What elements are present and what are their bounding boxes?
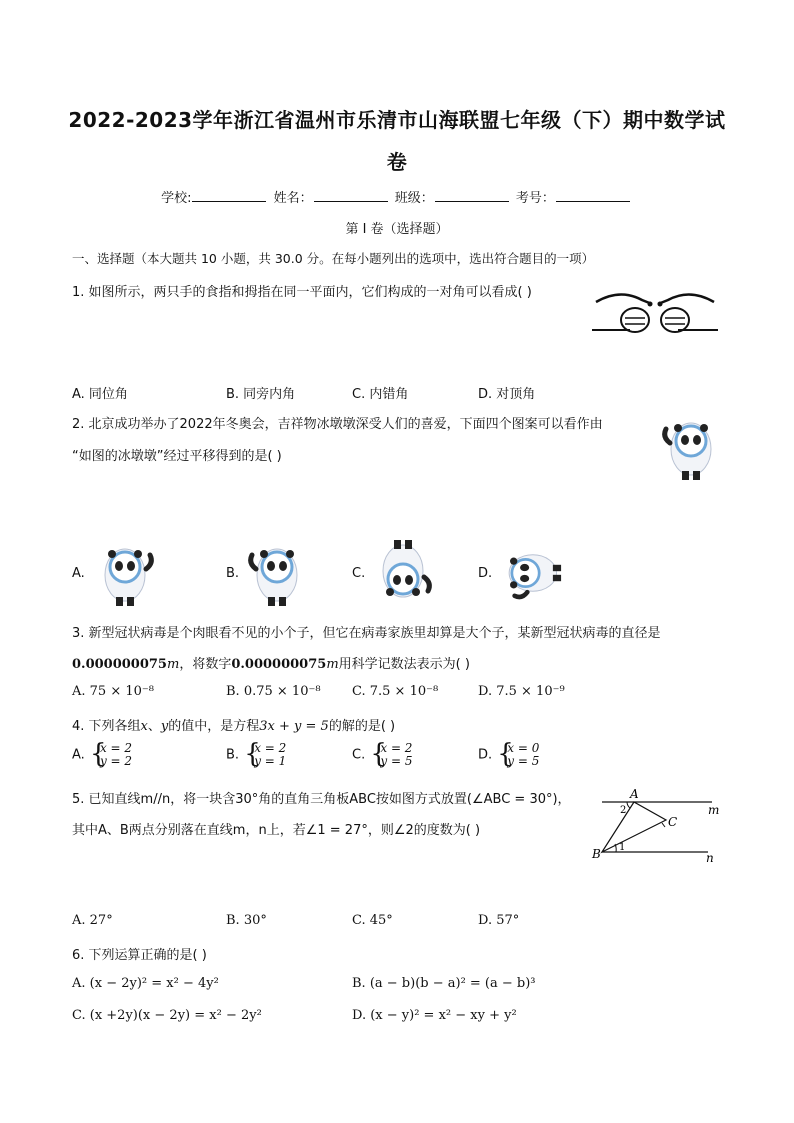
mascot-option-c[interactable] <box>370 539 436 607</box>
q1-option-a[interactable]: A. 同位角 <box>72 387 128 402</box>
q5-option-c[interactable]: C. 45° <box>352 913 393 928</box>
school-blank[interactable] <box>192 189 266 202</box>
question-5-line2: 其中A、B两点分别落在直线m，n上，若∠1 = 27°，则∠2的度数为( ) <box>72 823 481 838</box>
q6-option-d[interactable]: D. (x − y)² = x² − xy + y² <box>352 1008 517 1023</box>
q1-option-d[interactable]: D. 对顶角 <box>478 387 536 402</box>
name-blank[interactable] <box>314 189 388 202</box>
q2-option-a[interactable]: A. <box>72 566 85 581</box>
q6-option-c[interactable]: C. (x +2y)(x − 2y) = x² − 2y² <box>72 1008 262 1023</box>
q4-option-c[interactable]: C. { x = 2 y = 5 <box>352 742 412 768</box>
line-m-label: m <box>708 803 720 817</box>
mascot-option-a[interactable] <box>92 539 158 607</box>
question-2-line2: “如图的冰墩墩”经过平移得到的是( ) <box>72 449 282 464</box>
q4-option-a[interactable]: A. { x = 2 y = 2 <box>72 742 132 768</box>
q5-option-b[interactable]: B. 30° <box>226 913 267 928</box>
mascot-option-b[interactable] <box>244 539 310 607</box>
question-6: 6. 下列运算正确的是( ) <box>72 948 207 963</box>
q5-option-a[interactable]: A. 27° <box>72 913 113 928</box>
section-title: 第 I 卷（选择题） <box>345 222 449 237</box>
question-3-line2: 0.000000075m，将数字0.000000075m用科学记数法表示为( ) <box>72 657 470 672</box>
question-5-line1: 5. 已知直线m//n，将一块含30°角的直角三角板ABC按如图方式放置(∠ABC = 30°)， <box>72 792 571 807</box>
class-blank[interactable] <box>435 189 509 202</box>
question-4: 4. 下列各组x、y的值中，是方程3x + y = 5的解的是( ) <box>72 719 396 734</box>
q6-option-a[interactable]: A. (x − 2y)² = x² − 4y² <box>72 976 219 991</box>
q3-option-a[interactable]: A. 75 × 10⁻⁸ <box>72 684 154 699</box>
question-1: 1. 如图所示，两只手的食指和拇指在同一平面内，它们构成的一对角可以看成( ) <box>72 285 532 300</box>
student-info-line <box>0 187 794 206</box>
q3-option-d[interactable]: D. 7.5 × 10⁻⁹ <box>478 684 565 699</box>
q2-option-b[interactable]: B. <box>226 566 240 581</box>
q5-option-d[interactable]: D. 57° <box>478 913 520 928</box>
angle-2-label: 2 <box>620 805 627 816</box>
question-2-line1: 2. 北京成功举办了2022年冬奥会，吉祥物冰墩墩深受人们的喜爱，下面四个图案可以看作由 <box>72 417 603 432</box>
school-label: 学校: <box>161 191 192 206</box>
point-a-label: A <box>630 787 639 801</box>
line-n-label: n <box>706 851 714 864</box>
hands-figure <box>590 280 720 340</box>
question-3-line1: 3. 新型冠状病毒是个肉眼看不见的小个子，但它在病毒家族里却算是大个子，某新型冠状病毒的直径是 <box>72 626 661 641</box>
mascot-reference-image <box>660 413 722 481</box>
angle-1-label: 1 <box>619 842 626 853</box>
part-heading: 一、选择题（本大题共 10 小题，共 30.0 分。在每小题列出的选项中，选出符合题目的一项） <box>72 251 595 266</box>
q3-option-c[interactable]: C. 7.5 × 10⁻⁸ <box>352 684 439 699</box>
q2-option-d[interactable]: D. <box>478 566 493 581</box>
mascot-option-d[interactable] <box>496 542 566 604</box>
point-b-label: B <box>592 847 601 861</box>
triangle-figure <box>588 784 728 864</box>
q1-option-b[interactable]: B. 同旁内角 <box>226 387 296 402</box>
q4-option-d[interactable]: D. { x = 0 y = 5 <box>478 742 539 768</box>
q1-option-c[interactable]: C. 内错角 <box>352 387 409 402</box>
name-label: 姓名： <box>273 191 313 206</box>
class-label: 班级： <box>394 191 434 206</box>
page-title-continued: 卷 <box>386 150 408 174</box>
q3-option-b[interactable]: B. 0.75 × 10⁻⁸ <box>226 684 321 699</box>
q2-option-c[interactable]: C. <box>352 566 366 581</box>
point-c-label: C <box>668 815 678 829</box>
number-label: 考号： <box>515 191 555 206</box>
q4-option-b[interactable]: B. { x = 2 y = 1 <box>226 742 286 768</box>
q6-option-b[interactable]: B. (a − b)(b − a)² = (a − b)³ <box>352 976 536 991</box>
number-blank[interactable] <box>556 189 630 202</box>
page-title: 2022-2023学年浙江省温州市乐清市山海联盟七年级（下）期中数学试 <box>68 108 726 132</box>
